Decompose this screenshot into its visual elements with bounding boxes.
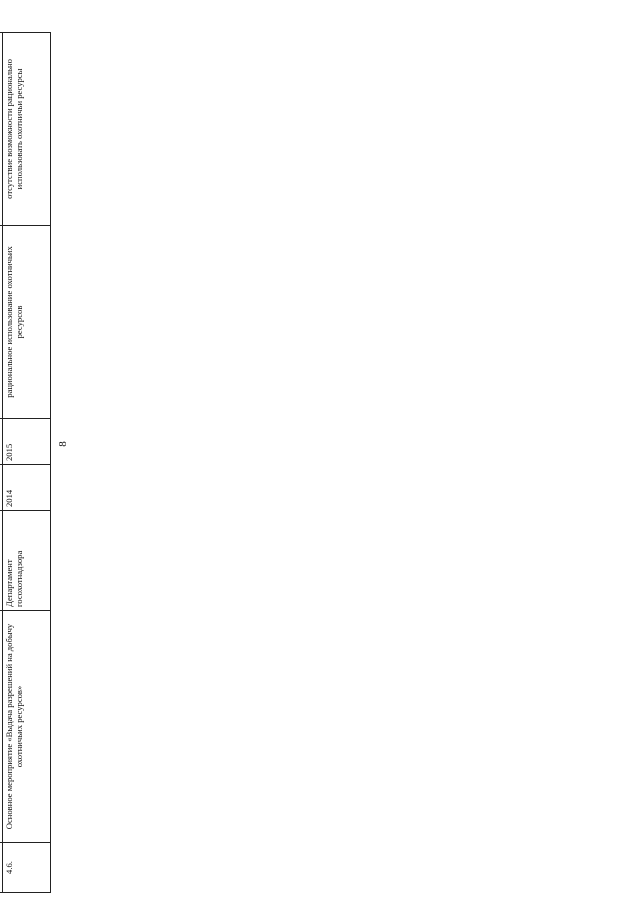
row-start: 2014 (3, 465, 51, 511)
row-num: 4.6. (3, 843, 51, 893)
row-executor: Департамент госохотнадзора (3, 511, 51, 611)
table-row (3, 32, 51, 892)
row-name: Основное мероприятие «Выдача разрешений на добычу охотничьих ресурсов» (3, 611, 51, 843)
row-consequence: отсутствие возможности рационально использовать охотничьи ресурсы (3, 32, 51, 225)
measures-table (0, 32, 51, 893)
page-number: 8 (57, 441, 69, 447)
row-end: 2015 (3, 418, 51, 464)
row-result: рациональное использование охотничьих ресурсов (3, 225, 51, 418)
